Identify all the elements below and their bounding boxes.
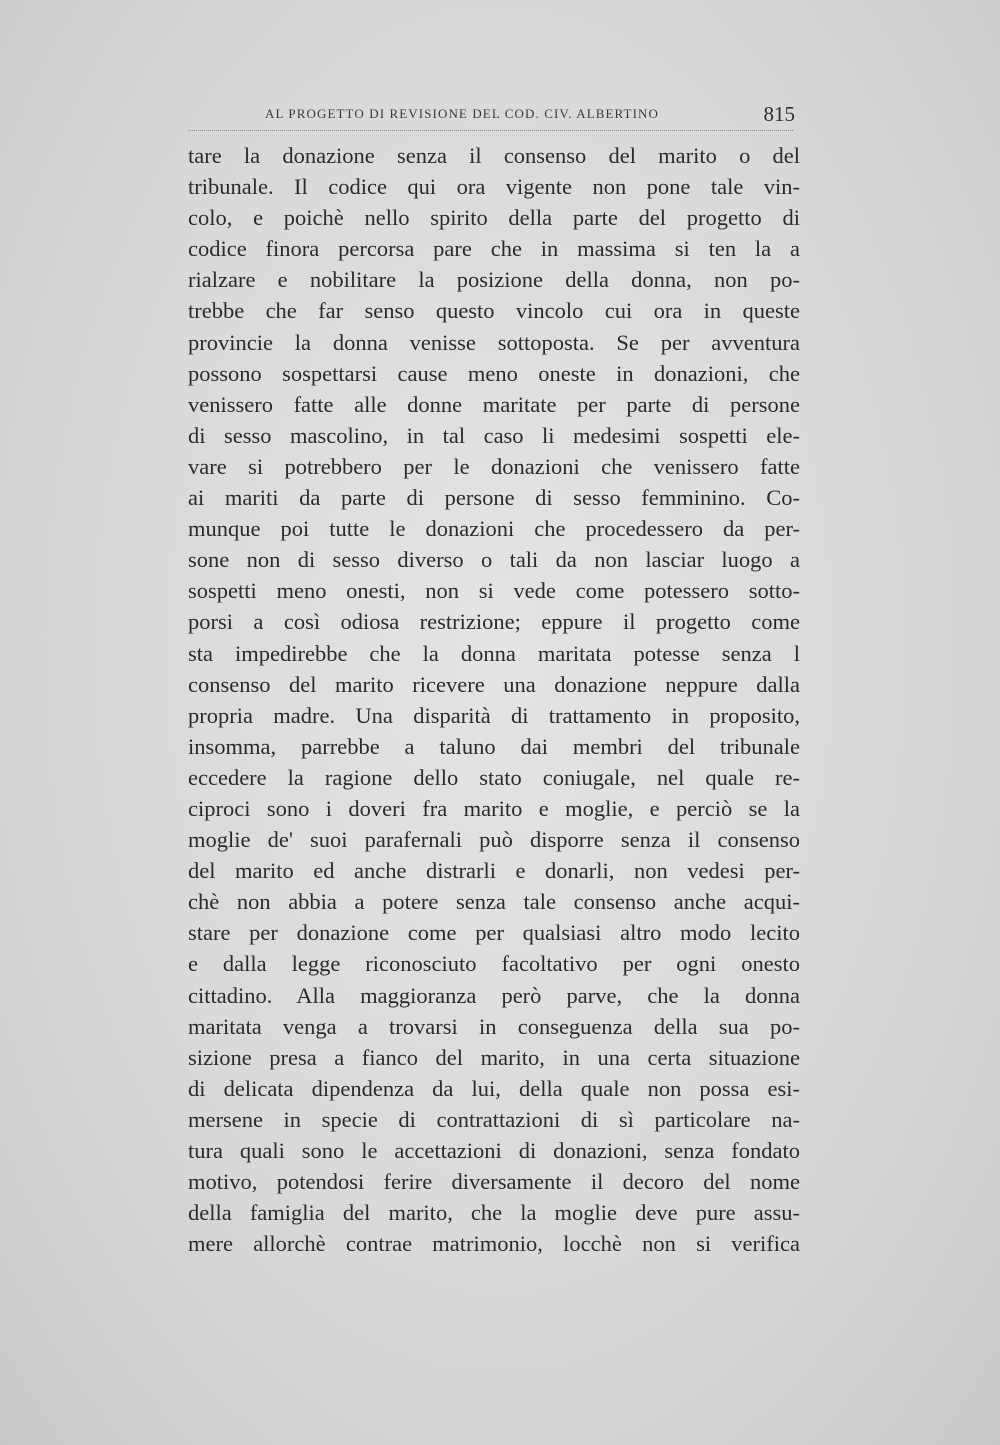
text-line: provincie la donna venisse sottoposta. Se per avventura [188, 329, 800, 355]
running-head [265, 104, 795, 126]
text-line: insomma, parrebbe a taluno dai membri del tribunale [188, 733, 800, 759]
text-line: sospetti meno onesti, non si vede come potessero sotto- [188, 578, 800, 604]
text-line: e dalla legge riconosciuto facoltativo per ogni onesto [188, 951, 800, 977]
text-line: motivo, potendosi ferire diversamente il decoro del nome [188, 1169, 800, 1195]
text-line: munque poi tutte le donazioni che procedessero da per- [188, 516, 800, 542]
text-line: trebbe che far senso questo vincolo cui ora in queste [188, 298, 800, 324]
text-line: mersene in specie di contrattazioni di sì particolare na- [188, 1106, 800, 1132]
text-line: di delicata dipendenza da lui, della quale non possa esi- [188, 1075, 800, 1101]
text-line: ai mariti da parte di persone di sesso femminino. Co- [188, 485, 800, 511]
text-line: vare si potrebbero per le donazioni che venissero fatte [188, 453, 800, 479]
text-line: eccedere la ragione dello stato coniugale, nel quale re- [188, 764, 800, 790]
text-line: porsi a così odiosa restrizione; eppure il progetto come [188, 609, 800, 635]
text-line: tribunale. Il codice qui ora vigente non pone tale vin- [188, 174, 800, 200]
text-line: stare per donazione come per qualsiasi altro modo lecito [188, 920, 800, 946]
text-line: di sesso mascolino, in tal caso li medesimi sospetti ele- [188, 422, 800, 448]
text-line: tare la donazione senza il consenso del marito o del [188, 143, 800, 168]
text-line: venissero fatte alle donne maritate per parte di persone [188, 391, 800, 417]
text-line: colo, e poichè nello spirito della parte del progetto di [188, 205, 800, 231]
text-line: del marito ed anche distrarli e donarli, non vedesi per- [188, 858, 800, 884]
text-line: cittadino. Alla maggioranza però parve, che la donna [188, 982, 800, 1008]
text-line: sizione presa a fianco del marito, in una certa situazione [188, 1044, 800, 1070]
body-text [188, 140, 800, 1259]
text-line: maritata venga a trovarsi in conseguenza della sua po- [188, 1013, 800, 1039]
text-line: della famiglia del marito, che la moglie deve pure assu- [188, 1200, 800, 1226]
text-line: sone non di sesso diverso o tali da non lasciar luogo a [188, 547, 800, 573]
running-title: AL PROGETTO DI REVISIONE DEL COD. CIV. ALBERTINO [265, 106, 659, 121]
text-line: consenso del marito ricevere una donazione neppure dalla [188, 671, 800, 697]
text-line: chè non abbia a potere senza tale consenso anche acqui- [188, 889, 800, 915]
text-line: moglie de' suoi parafernali può disporre senza il consenso [188, 827, 800, 853]
header-rule [188, 130, 793, 131]
text-line: tura quali sono le accettazioni di donazioni, senza fondato [188, 1138, 800, 1163]
text-line: ciproci sono i doveri fra marito e moglie, e perciò se la [188, 795, 800, 821]
text-line: propria madre. Una disparità di trattamento in proposito, [188, 702, 800, 728]
text-line: possono sospettarsi cause meno oneste in donazioni, che [188, 360, 800, 386]
text-line: codice finora percorsa pare che in massima si ten la a [188, 236, 800, 262]
text-line: sta impedirebbe che la donna maritata potesse senza l [188, 640, 800, 666]
text-line: rialzare e nobilitare la posizione della donna, non po- [188, 267, 800, 293]
text-line: mere allorchè contrae matrimonio, locchè non si verifica [188, 1231, 800, 1257]
page-number: 815 [763, 102, 795, 126]
